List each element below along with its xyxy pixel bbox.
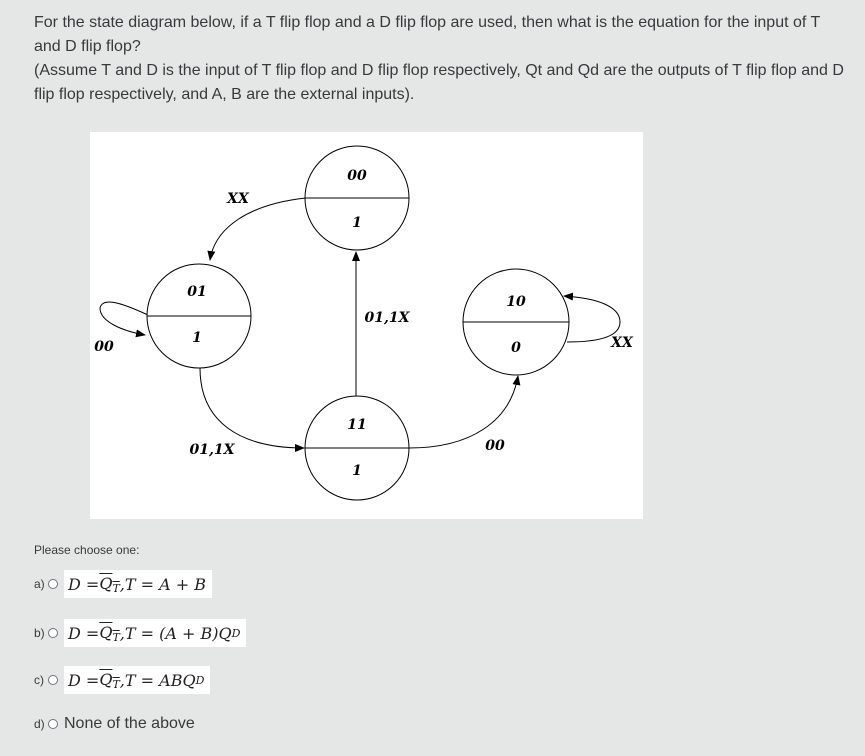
option-a-q: Q [99, 573, 113, 593]
state-10-output: 0 [511, 340, 521, 356]
option-c-t-eq: ,T = [119, 670, 155, 690]
option-c-letter: c) [34, 673, 44, 687]
choose-prompt: Please choose one: [34, 543, 140, 557]
label-s01-to-s11: 01,1X [189, 442, 235, 458]
option-d-radio[interactable] [48, 719, 58, 729]
state-11-output: 1 [352, 463, 362, 479]
state-01-output: 1 [192, 330, 202, 346]
option-a-letter: a) [34, 577, 45, 591]
label-s00-to-s01: XX [227, 191, 249, 207]
option-b-radio[interactable] [48, 628, 58, 638]
option-a-d-eq: D = [68, 574, 100, 594]
option-c[interactable] [34, 666, 210, 694]
option-c-q-bar [99, 670, 119, 691]
label-s10-self: XX [611, 335, 633, 351]
option-d[interactable] [34, 710, 195, 738]
option-b-d-eq: D = [68, 623, 100, 643]
state-diagram [90, 132, 643, 519]
option-a-rhs: A + B [159, 574, 207, 594]
option-c-q-sub: T [112, 677, 120, 691]
option-c-q: Q [99, 669, 113, 689]
option-a-q-bar [99, 574, 119, 595]
label-s11-to-s00: 01,1X [364, 310, 410, 326]
option-a-t-eq: ,T = [119, 574, 155, 594]
option-a[interactable] [34, 570, 212, 598]
option-b[interactable] [34, 619, 246, 647]
option-a-q-sub: T [112, 581, 120, 595]
option-b-q-sub: T [112, 630, 120, 644]
option-d-letter: d) [34, 717, 45, 731]
option-c-rhs: ABQ [159, 670, 196, 690]
option-c-rhs-sub: D [195, 673, 205, 687]
transition-s01-to-s11 [200, 368, 304, 448]
question-line-1: For the state diagram below, if a T flip flop and a D flip flop are used, then what is the equation for the input of T and D flip flop? [34, 14, 820, 55]
state-11 [305, 396, 409, 500]
question-line-2: (Assume T and D is the input of T flip flop and D flip flop respectively, Qt and Qd are the outputs of T flip flop and D flip flop respectively, and A, B are the external inputs). [34, 62, 844, 103]
option-b-t-eq: ,T = [119, 623, 155, 643]
option-c-d-eq: D = [68, 670, 100, 690]
transition-s00-to-s01 [210, 198, 306, 260]
option-c-radio[interactable] [48, 675, 58, 685]
transition-s01-self-loop [100, 302, 148, 335]
option-b-rhs: (A + B)Q [159, 623, 232, 643]
option-b-q-bar [99, 623, 119, 644]
option-b-formula [64, 619, 246, 647]
label-s01-self: 00 [94, 339, 114, 355]
option-c-formula [64, 666, 210, 694]
state-01 [147, 264, 251, 368]
option-d-label: None of the above [64, 715, 195, 732]
state-00-label: 00 [347, 168, 367, 184]
option-b-rhs-sub: D [231, 626, 241, 640]
state-10-label: 10 [506, 294, 526, 310]
state-10 [463, 269, 569, 375]
question-text [34, 11, 844, 107]
option-b-letter: b) [34, 626, 45, 640]
option-a-formula [64, 570, 212, 598]
option-a-radio[interactable] [48, 579, 58, 589]
state-11-label: 11 [347, 417, 367, 433]
state-00-output: 1 [352, 215, 362, 231]
label-s11-to-s10: 00 [485, 438, 505, 454]
state-diagram-svg [90, 132, 643, 519]
state-00 [305, 146, 409, 250]
option-b-q: Q [99, 622, 113, 642]
state-01-label: 01 [187, 284, 207, 300]
